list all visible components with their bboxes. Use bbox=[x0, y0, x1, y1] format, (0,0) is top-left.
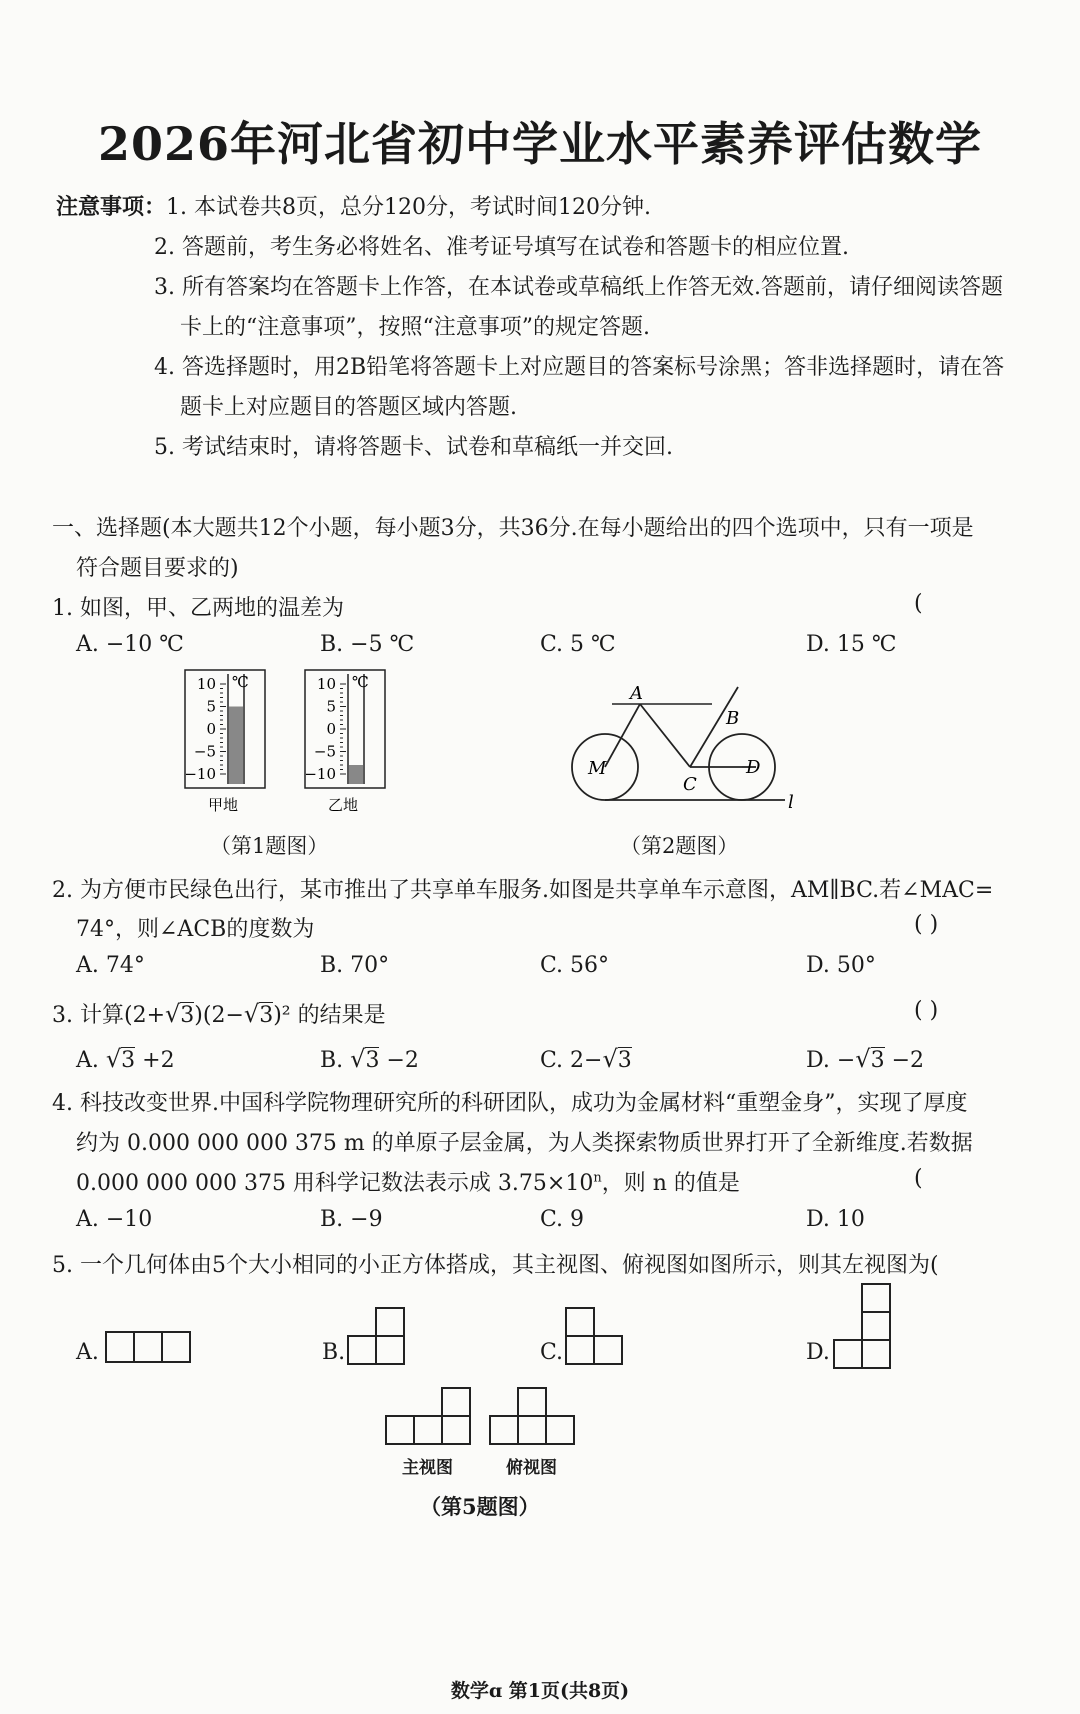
q3-option-a: A. √3 +2 bbox=[76, 1045, 175, 1073]
q5-top-view bbox=[488, 1384, 580, 1448]
thermometer-yi bbox=[304, 670, 385, 814]
point-m-label: M bbox=[588, 758, 607, 779]
q5-stem: 5. 一个几何体由5个大小相同的小正方体搭成，其主视图、俯视图如图所示，则其左视图为( bbox=[52, 1253, 939, 1278]
point-b-label: B bbox=[726, 708, 740, 729]
thermometer-yi-unit: ℃ bbox=[352, 673, 369, 691]
thermometer-jia-label: 甲地 bbox=[208, 796, 239, 814]
q3-option-b: B. √3 −2 bbox=[320, 1045, 419, 1073]
q3-option-d: D. −√3 −2 bbox=[806, 1045, 925, 1073]
line-l-label: l bbox=[788, 792, 794, 813]
thermometer-yi-fill bbox=[349, 765, 363, 784]
q5-option-a-label: A. bbox=[76, 1340, 99, 1365]
q5-caption: （第5题图） bbox=[420, 1494, 540, 1519]
q5-front-view bbox=[384, 1384, 476, 1448]
q4-option-c: C. 9 bbox=[540, 1207, 585, 1232]
notes-line-7: 5. 考试结束时，请将答题卡、试卷和草稿纸一并交回. bbox=[154, 435, 673, 460]
point-a-label: A bbox=[630, 683, 643, 704]
q2-bicycle-figure bbox=[560, 672, 820, 822]
q1-answer-paren: ( bbox=[914, 591, 923, 616]
q2-option-d: D. 50° bbox=[806, 953, 876, 978]
q4-option-d: D. 10 bbox=[806, 1207, 865, 1232]
thermometer-tick-label: −5 bbox=[193, 742, 216, 761]
q1-option-b: B. −5 ℃ bbox=[320, 632, 415, 657]
q4-answer-paren: ( bbox=[914, 1166, 923, 1191]
q5-option-b-label: B. bbox=[322, 1340, 346, 1365]
thermometer-tick-label: 10 bbox=[196, 675, 216, 693]
notes-line-3: 3. 所有答案均在答题卡上作答，在本试卷或草稿纸上作答无效.答题前，请仔细阅读答题 bbox=[154, 275, 1003, 300]
q4-stem-line-1: 4. 科技改变世界.中国科学院物理研究所的科研团队，成功为金属材料“重塑金身”，实现了厚度 bbox=[52, 1091, 968, 1116]
page-footer: 数学ɑ 第1页(共8页) bbox=[450, 1680, 630, 1702]
q4-option-b: B. −9 bbox=[320, 1207, 383, 1232]
q2-answer-paren: ( ) bbox=[914, 912, 939, 937]
q1-option-d: D. 15 ℃ bbox=[806, 632, 897, 657]
q4-stem-line-3: 0.000 000 000 375 用科学记数法表示成 $3.75\times 10^n$，则 n 的值是 bbox=[76, 1170, 740, 1196]
thermometer-jia-fill bbox=[229, 707, 243, 785]
point-d-label: D bbox=[746, 757, 761, 778]
q3-radicand-2: 3 bbox=[259, 1003, 274, 1028]
thermometer-tick-label: −5 bbox=[313, 742, 336, 761]
q5-option-b-figure bbox=[346, 1306, 410, 1368]
q1-caption: （第1题图） bbox=[210, 834, 329, 858]
thermometer-yi-label: 乙地 bbox=[328, 796, 359, 814]
thermometer-jia-unit: ℃ bbox=[232, 673, 249, 691]
q5-option-d-figure bbox=[832, 1282, 896, 1372]
section-heading-cont: 符合题目要求的) bbox=[76, 556, 239, 581]
thermometer-tick-label: 0 bbox=[326, 720, 336, 738]
q1-option-c: C. 5 ℃ bbox=[540, 632, 616, 657]
thermometer-tick-label: 5 bbox=[326, 697, 336, 716]
q3-option-c: C. 2−√3 bbox=[540, 1045, 632, 1073]
q2-option-c: C. 56° bbox=[540, 953, 610, 978]
point-c-label: C bbox=[683, 774, 697, 795]
thermometer-jia bbox=[184, 670, 265, 814]
notes-line-5: 4. 答选择题时，用2B铅笔将答题卡上对应题目的答案标号涂黑；答非选择题时，请在答 bbox=[154, 355, 1005, 380]
thermometer-tick-label: 5 bbox=[206, 697, 216, 716]
q5-option-c-label: C. bbox=[540, 1340, 564, 1365]
section-heading: 一、选择题(本大题共12个小题，每小题3分，共36分.在每小题给出的四个选项中，只有一项是 bbox=[52, 516, 974, 541]
q4-option-a: A. −10 bbox=[76, 1207, 153, 1232]
q1-thermometers-figure bbox=[170, 660, 410, 820]
q3-radicand: 3 bbox=[180, 1003, 195, 1028]
notes-line-2: 2. 答题前，考生务必将姓名、准考证号填写在试卷和答题卡的相应位置. bbox=[154, 235, 849, 260]
q1-option-a: A. −10 ℃ bbox=[76, 632, 184, 657]
q3-answer-paren: ( ) bbox=[914, 998, 939, 1023]
notes-line-6: 题卡上对应题目的答题区域内答题. bbox=[180, 395, 517, 420]
notes-line-4: 卡上的“注意事项”，按照“注意事项”的规定答题. bbox=[180, 315, 650, 340]
thermometer-tick-label: 0 bbox=[206, 720, 216, 738]
q2-stem-line-1: 2. 为方便市民绿色出行，某市推出了共享单车服务.如图是共享单车示意图，AM∥BC.若∠MAC= bbox=[52, 878, 994, 903]
notes-label: 注意事项： bbox=[56, 194, 167, 220]
q2-stem-line-2: 74°，则∠ACB的度数为 bbox=[76, 917, 315, 942]
thermometer-tick-label: −10 bbox=[184, 765, 216, 783]
thermometer-tick-label: 10 bbox=[316, 675, 336, 693]
q5-option-c-figure bbox=[564, 1306, 628, 1368]
q5-option-d-label: D. bbox=[806, 1340, 830, 1365]
q1-stem: 1. 如图，甲、乙两地的温差为 bbox=[52, 596, 344, 621]
q3-stem: 3. 计算(2+√3)(2−√3)² 的结果是 bbox=[52, 1000, 386, 1028]
notes-line-1: 注意事项：1. 本试卷共8页，总分120分，考试时间120分钟. bbox=[56, 194, 651, 220]
page-title: 2026年河北省初中学业水平素养评估数学 bbox=[97, 117, 983, 171]
q5-front-view-label: 主视图 bbox=[402, 1458, 453, 1478]
q2-caption: （第2题图） bbox=[620, 834, 739, 858]
q5-option-a-figure bbox=[104, 1330, 196, 1366]
q2-option-b: B. 70° bbox=[320, 953, 390, 978]
thermometer-tick-label: −10 bbox=[304, 765, 336, 783]
q4-stem-line-2: 约为 0.000 000 000 375 m 的单原子层金属，为人类探索物质世界打开了全新维度.若数据 bbox=[76, 1131, 973, 1156]
q5-top-view-label: 俯视图 bbox=[506, 1458, 557, 1478]
q2-option-a: A. 74° bbox=[76, 953, 145, 978]
